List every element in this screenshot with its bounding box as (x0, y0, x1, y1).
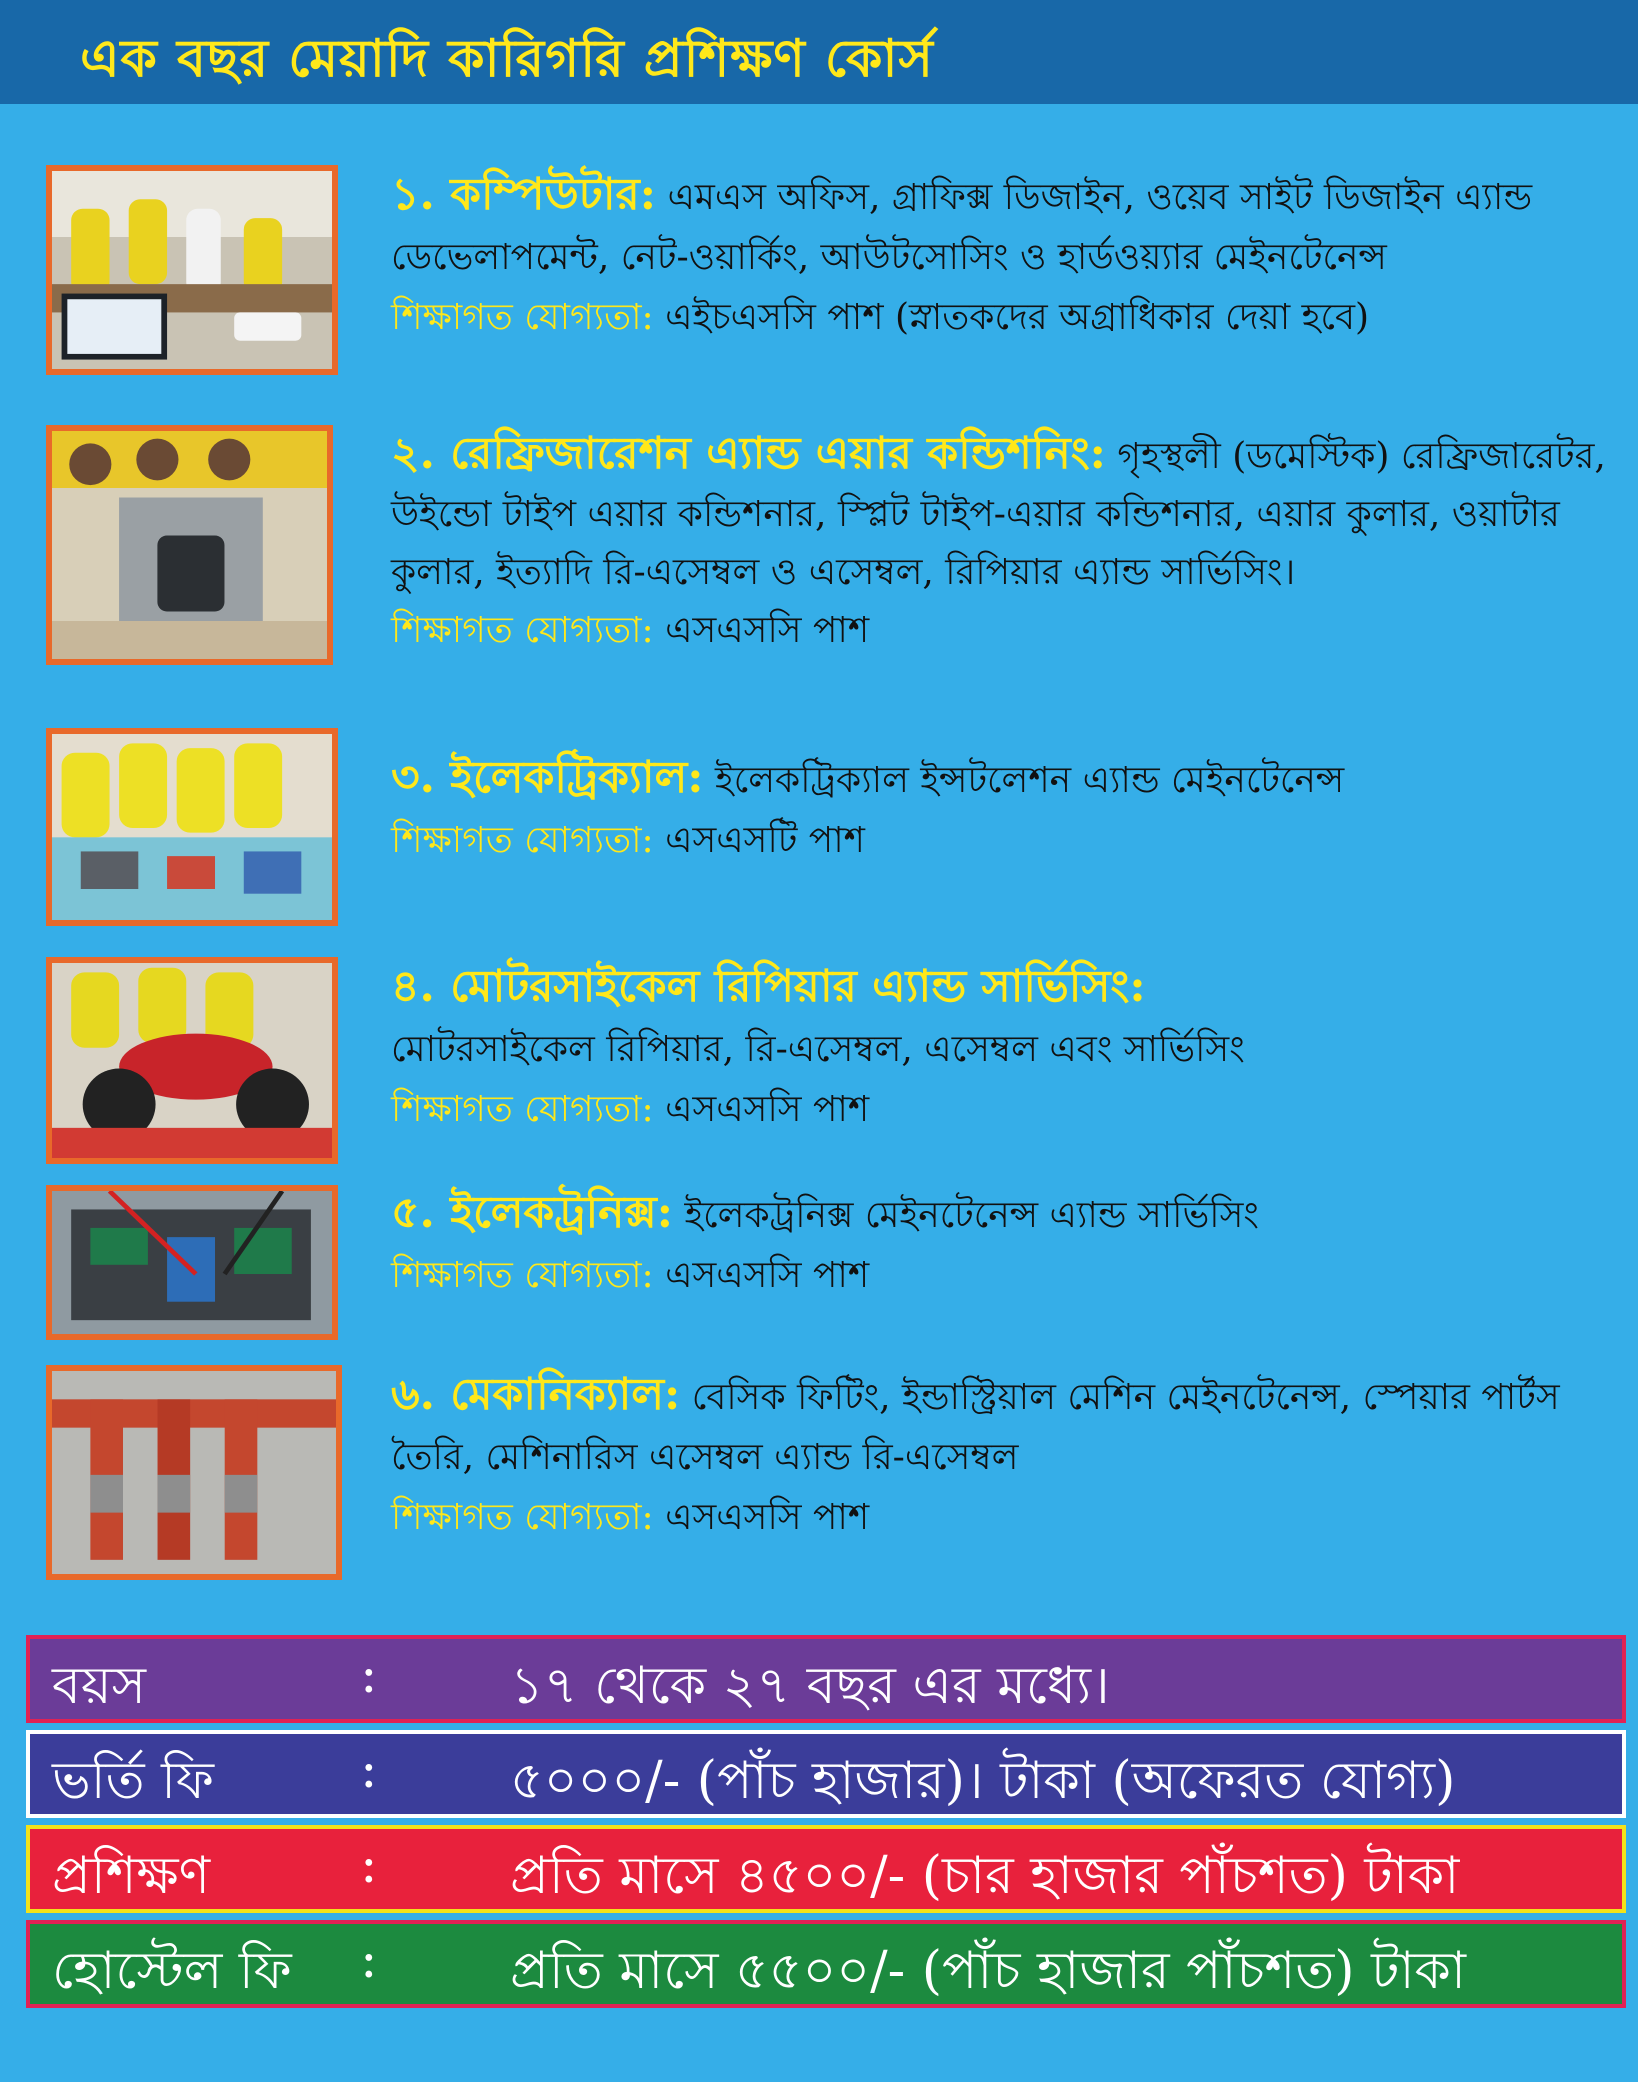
electronics-photo (46, 1185, 338, 1340)
fee-label: প্রশিক্ষণ (52, 1846, 211, 1906)
fee-label: হোস্টেল ফি (52, 1941, 292, 2001)
course-description: গৃহস্থলী (ডমেস্টিক) রেফ্রিজারেটর, উইন্ডো টাইপ এয়ার কন্ডিশনার, স্প্লিট টাইপ-এয়ার কন্ডিশনার, এয়ার কুলার, ওয়াটার কুলার, ইত্যাদি রি-এসেম্বল ও এসেম্বল, রিপিয়ার এ্যান্ড সার্ভিসিং। (391, 436, 1606, 593)
fee-colon: : (360, 1930, 378, 1990)
qualification-value: এসএসসি পাশ (665, 610, 870, 651)
fee-row-age (26, 1635, 1626, 1723)
qualification-label: শিক্ষাগত যোগ্যতা: (391, 1255, 654, 1296)
electrical-photo (46, 728, 338, 926)
course-text (391, 957, 1606, 1140)
header-banner (0, 0, 1638, 104)
fee-row-training (26, 1825, 1626, 1913)
motorcycle-photo (46, 957, 338, 1164)
fee-value: ১৭ থেকে ২৭ বছর এর মধ্যে। (510, 1656, 1110, 1716)
course-description: বেসিক ফিটিং, ইন্ডাস্ট্রিয়াল মেশিন মেইনটেনেন্স, স্পেয়ার পার্টস তৈরি, মেশিনারিস এসেম্বল এ্যান্ড রি-এসেম্বল (391, 1377, 1560, 1478)
computer-lab-photo (46, 165, 338, 375)
fee-colon: : (360, 1835, 378, 1895)
course-text (391, 728, 1606, 871)
course-description: ইলেকট্রনিক্স মেইনটেনেন্স এ্যান্ড সার্ভিসিং (684, 1195, 1259, 1236)
course-title: ৬. মেকানিক্যাল: (391, 1369, 681, 1420)
course-description: ইলেকট্রিক্যাল ইন্সটলেশন এ্যান্ড মেইনটেনেন্স (715, 760, 1345, 801)
course-title: ২. রেফ্রিজারেশন এ্যান্ড এয়ার কন্ডিশনিং: (391, 428, 1106, 479)
qualification-value: এসএসসি পাশ (665, 1255, 870, 1296)
qualification-value: এসএসসি পাশ (665, 1497, 870, 1538)
page-title: এক বছর মেয়াদি কারিগরি প্রশিক্ষণ কোর্স (80, 28, 934, 89)
fee-table (26, 1635, 1626, 2015)
qualification-label: শিক্ষাগত যোগ্যতা: (391, 1497, 654, 1538)
refrigeration-photo (46, 425, 333, 665)
course-text (391, 1185, 1606, 1306)
fee-row-admission (26, 1730, 1626, 1818)
fee-label: বয়স (52, 1656, 146, 1716)
course-text (391, 1365, 1606, 1548)
course-title: ১. কম্পিউটার: (391, 169, 656, 220)
qualification-value: এইচএসসি পাশ (স্নাতকদের অগ্রাধিকার দেয়া হবে) (665, 297, 1370, 338)
course-title: ৩. ইলেকট্রিক্যাল: (391, 752, 704, 803)
course-text (391, 425, 1606, 660)
qualification-label: শিক্ষাগত যোগ্যতা: (391, 610, 654, 651)
qualification-label: শিক্ষাগত যোগ্যতা: (391, 297, 654, 338)
course-description: এমএস অফিস, গ্রাফিক্স ডিজাইন, ওয়েব সাইট ডিজাইন এ্যান্ড ডেভেলাপমেন্ট, নেট-ওয়ার্কিং, আউটসোসিং ও হার্ডওয়্যার মেইনটেনেন্স (391, 177, 1533, 278)
qualification-label: শিক্ষাগত যোগ্যতা: (391, 820, 654, 861)
fee-colon: : (360, 1740, 378, 1800)
course-description: মোটরসাইকেল রিপিয়ার, রি-এসেম্বল, এসেম্বল এবং সার্ভিসিং (391, 1029, 1245, 1070)
fee-row-hostel (26, 1920, 1626, 2008)
qualification-value: এসএসটি পাশ (665, 820, 865, 861)
mechanical-photo (46, 1365, 342, 1580)
fee-value: ৫০০০/- (পাঁচ হাজার)। টাকা (অফেরত যোগ্য) (510, 1751, 1456, 1811)
fee-value: প্রতি মাসে ৪৫০০/- (চার হাজার পাঁচশত) টাকা (510, 1846, 1460, 1906)
course-title: ৪. মোটরসাইকেল রিপিয়ার এ্যান্ড সার্ভিসিং: (391, 961, 1146, 1012)
qualification-value: এসএসসি পাশ (665, 1089, 870, 1130)
fee-label: ভর্তি ফি (52, 1751, 215, 1811)
fee-colon: : (360, 1645, 378, 1705)
fee-value: প্রতি মাসে ৫৫০০/- (পাঁচ হাজার পাঁচশত) টাকা (510, 1941, 1466, 2001)
course-title: ৫. ইলেকট্রনিক্স: (391, 1187, 673, 1238)
course-text (391, 165, 1606, 348)
qualification-label: শিক্ষাগত যোগ্যতা: (391, 1089, 654, 1130)
